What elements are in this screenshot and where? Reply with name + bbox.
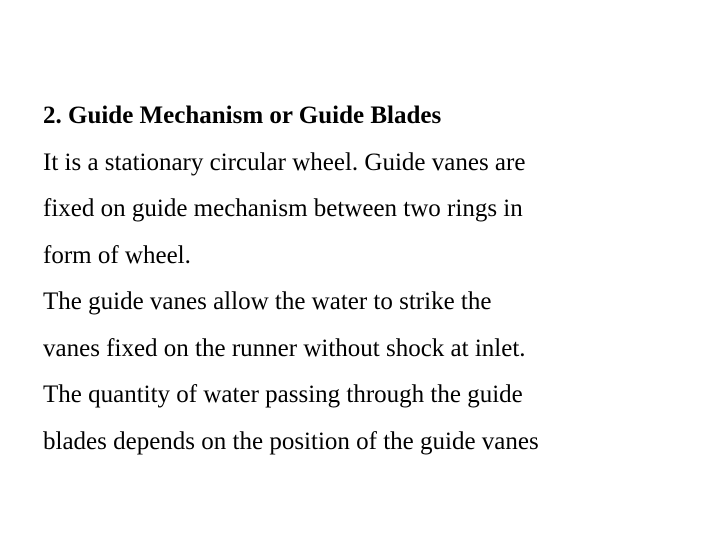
body-line: form of wheel.	[43, 241, 191, 269]
body-line: The guide vanes allow the water to strike the	[43, 288, 492, 315]
slide-heading: 2. Guide Mechanism or Guide Blades	[43, 102, 442, 129]
body-line: fixed on guide mechanism between two rings in	[43, 195, 523, 222]
body-line: The quantity of water passing through the guide	[43, 381, 523, 408]
body-line: It is a stationary circular wheel. Guide vanes are	[43, 148, 526, 176]
body-line: blades depends on the position of the guide vanes	[43, 427, 539, 455]
body-line: vanes fixed on the runner without shock at inlet.	[43, 334, 526, 362]
text-block	[43, 93, 703, 465]
